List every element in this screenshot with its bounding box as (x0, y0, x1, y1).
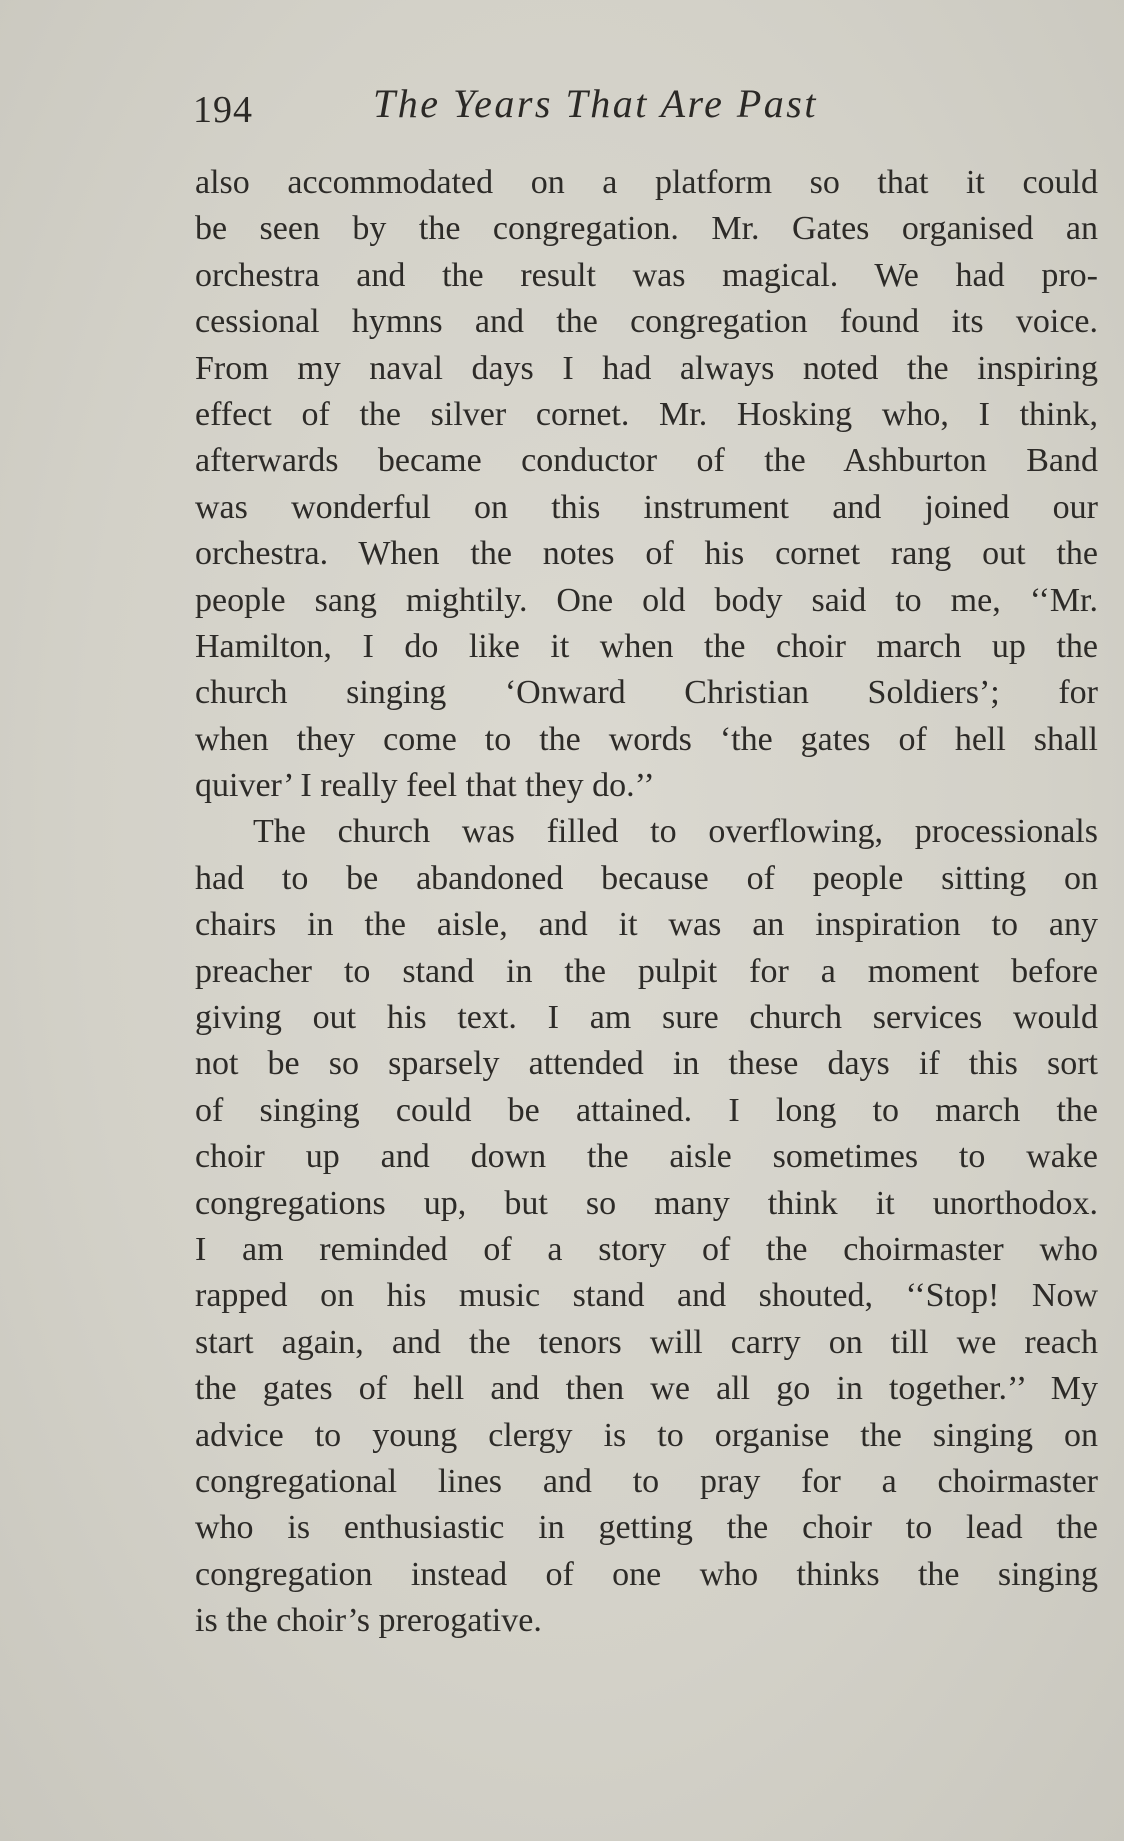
text-line: had to be abandoned because of people sitting on (195, 859, 1098, 897)
text-line: choir up and down the aisle sometimes to wake (195, 1138, 1098, 1176)
text-line: congregations up, but so many think it unorthodox. (195, 1184, 1098, 1222)
text-line: orchestra and the result was magical. We had pro- (195, 256, 1098, 294)
text-line: From my naval days I had always noted the inspiring (195, 349, 1098, 387)
text-line: was wonderful on this instrument and joined our (195, 488, 1098, 526)
text-line: of singing could be attained. I long to march the (195, 1091, 1098, 1129)
text-line: The church was filled to overflowing, processionals (253, 813, 1098, 851)
text-line: people sang mightily. One old body said to me, ‘‘Mr. (195, 581, 1098, 619)
text-line: advice to young clergy is to organise the singing on (195, 1416, 1098, 1454)
text-line: also accommodated on a platform so that it could (195, 164, 1098, 201)
text-line: chairs in the aisle, and it was an inspiration to any (195, 906, 1098, 944)
paragraph (195, 809, 1098, 1644)
running-head (193, 80, 913, 130)
text-line: who is enthusiastic in getting the choir to lead the (195, 1509, 1098, 1547)
text-line: giving out his text. I am sure church services would (195, 999, 1098, 1037)
text-line: congregation instead of one who thinks the singing (195, 1555, 1098, 1593)
text-line: afterwards became conductor of the Ashburton Band (195, 442, 1098, 480)
text-line: church singing ‘Onward Christian Soldiers’; for (195, 674, 1098, 712)
text-line: be seen by the congregation. Mr. Gates organised an (195, 210, 1098, 248)
text-line: is the choir’s prerogative. (195, 1602, 542, 1640)
text-line: when they come to the words ‘the gates of hell shall (195, 720, 1098, 758)
text-line: preacher to stand in the pulpit for a moment before (195, 952, 1098, 990)
body-text (195, 160, 1098, 1645)
text-line: Hamilton, I do like it when the choir march up the (195, 627, 1098, 665)
text-line: I am reminded of a story of the choirmaster who (195, 1230, 1098, 1268)
text-line: effect of the silver cornet. Mr. Hosking who, I think, (195, 395, 1098, 433)
text-line: not be so sparsely attended in these days if this sort (195, 1045, 1098, 1083)
text-line: quiver’ I really feel that they do.’’ (195, 767, 655, 805)
text-line: orchestra. When the notes of his cornet rang out the (195, 535, 1098, 573)
text-line: congregational lines and to pray for a choirmaster (195, 1462, 1098, 1500)
page-number: 194 (193, 89, 253, 131)
text-line: cessional hymns and the congregation found its voice. (195, 303, 1098, 341)
running-title: The Years That Are Past (373, 81, 818, 126)
text-line: the gates of hell and then we all go in together.’’ My (195, 1370, 1098, 1408)
text-line: start again, and the tenors will carry on till we reach (195, 1323, 1098, 1361)
text-line: rapped on his music stand and shouted, ‘‘Stop! Now (195, 1277, 1098, 1315)
paragraph (195, 160, 1098, 809)
